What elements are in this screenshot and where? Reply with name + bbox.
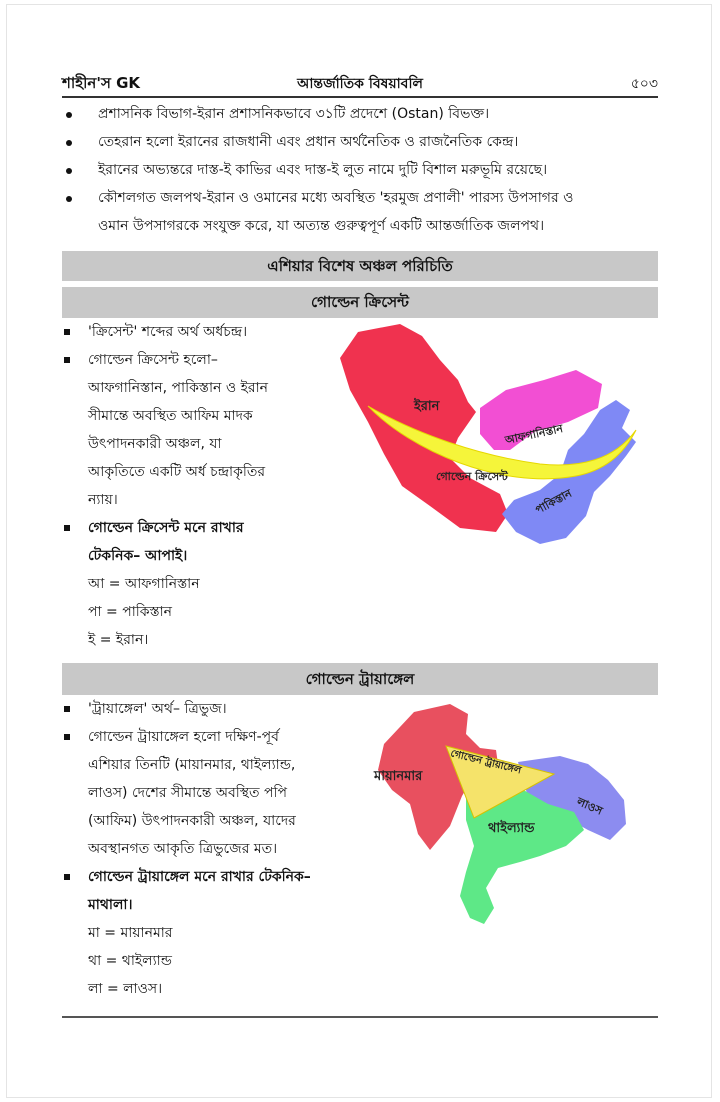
bullet-icon — [66, 140, 72, 146]
mnemonic-item: আ = আফগানিস্তান — [88, 576, 200, 592]
text-line: এশিয়ার তিনটি (মায়ানমার, থাইল্যান্ড, — [88, 757, 296, 773]
bullet-icon — [64, 525, 70, 531]
bullet-icon — [66, 168, 72, 174]
triangle-label: গোল্ডেন ট্রায়াঙ্গেল — [449, 748, 523, 777]
list-item: গোল্ডেন ট্রায়াঙ্গেল মনে রাখার টেকনিক– — [62, 863, 352, 891]
mnemonic-line: মাথালা। — [88, 897, 133, 913]
thailand-label: থাইল্যান্ড — [488, 821, 535, 836]
text-line: সীমান্তে অবস্থিত আফিম মাদক — [88, 408, 253, 424]
bullet-icon — [64, 706, 70, 712]
golden-triangle-text — [62, 695, 352, 1003]
crescent-label: গোল্ডেন ক্রিসেন্ট — [436, 470, 508, 483]
text-line: আকৃতিতে একটি অর্ধ চন্দ্রাকৃতির — [88, 464, 266, 480]
mnemonic-item: থা = থাইল্যান্ড — [88, 953, 172, 969]
bullet-icon — [66, 112, 72, 118]
page-header — [62, 72, 658, 94]
iran-label: ইরান — [414, 399, 440, 414]
bullet-icon — [64, 874, 70, 880]
text-line: উৎপাদনকারী অঞ্চল, যা — [88, 436, 222, 452]
mnemonic-item: পা = পাকিস্তান — [88, 604, 173, 620]
list-item: গোল্ডেন ক্রিসেন্ট হলো– — [62, 346, 352, 374]
list-item: ইরানের অভ্যন্তরে দাস্ত-ই কাভির এবং দাস্ত-ই লুত নামে দুটি বিশাল মরুভূমি রয়েছে। — [62, 156, 658, 184]
bullet-icon — [66, 196, 72, 202]
golden-crescent-text — [62, 318, 352, 654]
iran-facts-list — [62, 100, 658, 240]
mnemonic-item: মা = মায়ানমার — [88, 925, 173, 941]
list-item: প্রশাসনিক বিভাগ-ইরান প্রশাসনিকভাবে ৩১টি প্রদেশে (Ostan) বিভক্ত। — [62, 100, 658, 128]
list-item: তেহরান হলো ইরানের রাজধানী এবং প্রধান অর্থনৈতিক ও রাজনৈতিক কেন্দ্র। — [62, 128, 658, 156]
myanmar-label: মায়ানমার — [374, 769, 423, 784]
mnemonic-item: ই = ইরান। — [88, 632, 149, 648]
golden-triangle-map — [370, 700, 640, 930]
text-line: লাওস) দেশের সীমান্তে অবস্থিত পপি — [88, 785, 288, 801]
mnemonic-item: লা = লাওস। — [88, 981, 163, 997]
golden-triangle-heading: গোল্ডেন ট্রায়াঙ্গেল — [62, 663, 658, 695]
footer-divider — [62, 1016, 658, 1018]
bullet-icon — [64, 734, 70, 740]
bullet-icon — [64, 329, 70, 335]
pakistan-label: পাকিস্তান — [533, 486, 574, 517]
afghanistan-label: আফগানিস্তান — [503, 422, 564, 447]
text-line: ন্যায়। — [88, 492, 118, 508]
list-item: গোল্ডেন ক্রিসেন্ট মনে রাখার — [62, 514, 352, 542]
text-line: (আফিম) উৎপাদনকারী অঞ্চল, যাদের — [88, 813, 296, 829]
list-item: গোল্ডেন ট্রায়াঙ্গেল হলো দক্ষিণ-পূর্ব — [62, 723, 352, 751]
header-divider — [62, 96, 658, 98]
book-brand: শাহীন'স GK — [62, 74, 141, 92]
golden-crescent-heading: গোল্ডেন ক্রিসেন্ট — [62, 287, 658, 318]
list-item-continued: ওমান উপসাগরকে সংযুক্ত করে, যা অত্যন্ত গুরুত্বপূর্ণ একটি আন্তর্জাতিক জলপথ। — [98, 218, 545, 234]
golden-crescent-map — [330, 318, 660, 572]
bullet-icon — [64, 357, 70, 363]
list-item: 'ট্রায়াঙ্গেল' অর্থ– ত্রিভুজ। — [62, 695, 352, 723]
text-line: আফগানিস্তান, পাকিস্তান ও ইরান — [88, 380, 268, 396]
list-item: কৌশলগত জলপথ-ইরান ও ওমানের মধ্যে অবস্থিত 'হরমুজ প্রণালী' পারস্য উপসাগর ও — [62, 184, 658, 212]
mnemonic-line: টেকনিক– আপাই। — [88, 548, 188, 564]
chapter-title: আন্তর্জাতিক বিষয়াবলি — [297, 76, 423, 92]
laos-label: লাওস — [574, 794, 605, 818]
section-title: এশিয়ার বিশেষ অঞ্চল পরিচিতি — [62, 251, 658, 281]
text-line: অবস্থানগত আকৃতি ত্রিভুজের মত। — [88, 841, 278, 857]
list-item: 'ক্রিসেন্ট' শব্দের অর্থ অর্ধচন্দ্র। — [62, 318, 352, 346]
page-number: ৫০৩ — [630, 76, 658, 92]
